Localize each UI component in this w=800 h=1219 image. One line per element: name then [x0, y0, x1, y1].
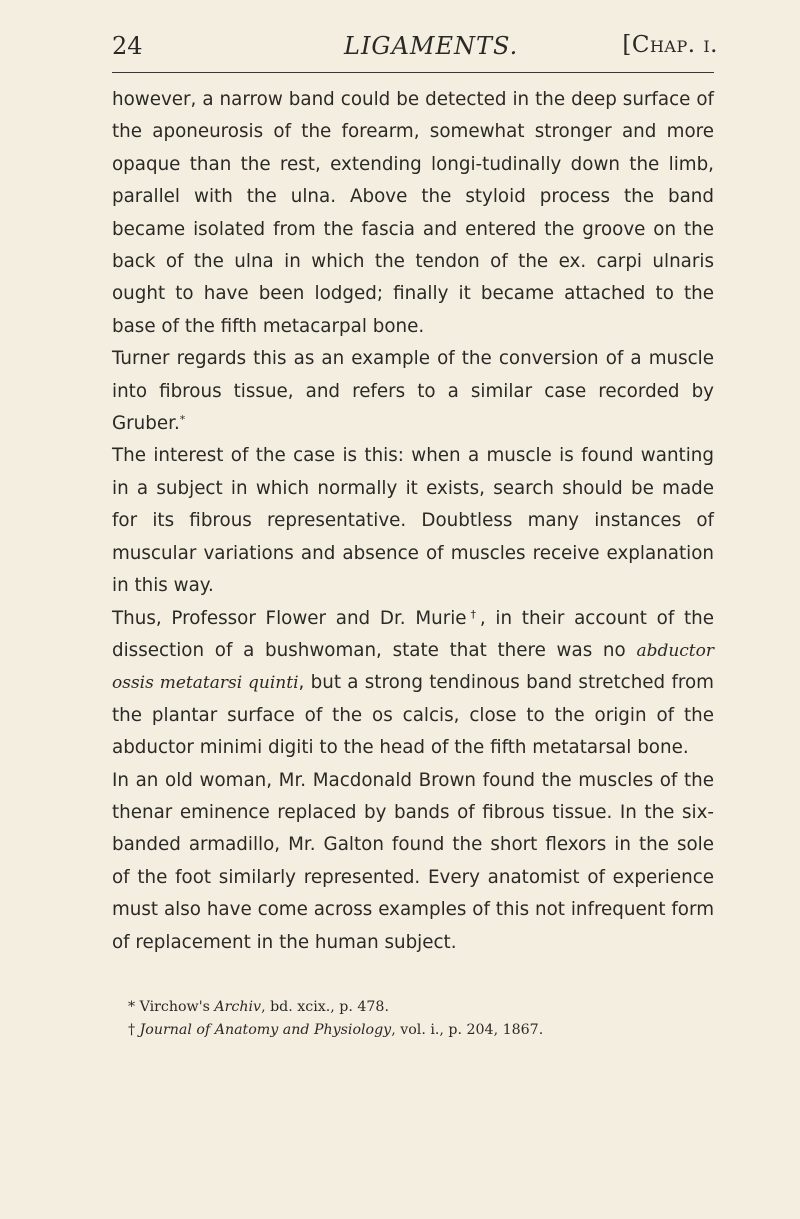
footnote-ref-1: *: [179, 413, 186, 427]
paragraph-4: [112, 603, 714, 765]
paragraph-4-text-c: , but a strong tendinous band stretched from the plantar surface of the os calcis, close to the origin of the abductor minimi digiti to the head of the fifth metatarsal bone.: [112, 672, 714, 759]
footnote-2-italic: Journal of Anatomy and Physiology: [139, 1022, 392, 1038]
footnote-1-italic: Archiv: [214, 999, 262, 1015]
paragraph-2-text: Turner regards this as an example of the conversion of a muscle into fibrous tissue, and refers to a similar case recorded by Gruber.: [112, 348, 714, 435]
footnote-ref-2: †: [466, 607, 480, 621]
paragraph-1: [112, 84, 714, 343]
chapter-reference: [Chap. i.: [622, 32, 718, 58]
footnote-2-text-b: , vol. i., p. 204, 1867.: [391, 1022, 544, 1038]
footnotes: [128, 996, 718, 1042]
running-title: LIGAMENTS.: [344, 32, 519, 60]
paragraph-4-italic: abductor ossis metatarsi quinti: [112, 640, 714, 694]
paragraph-4-text-b: , in their account of the dissection of a bushwoman, state that there was no: [112, 607, 714, 661]
paragraph-3: [112, 440, 714, 602]
paragraph-2: [112, 343, 714, 440]
page-number: 24: [112, 32, 143, 60]
page-header: [112, 32, 718, 72]
paragraph-3-text: The interest of the case is this: when a muscle is found wanting in a subject in which normally it exists, search should be made for its fibrous representative. Doubtless many instances of muscular variations and absence of muscles receive explanation in this way.: [112, 445, 714, 597]
footnote-1: [128, 996, 718, 1019]
paragraph-5-text: In an old woman, Mr. Macdonald Brown found the muscles of the thenar eminence replaced by bands of fibrous tissue. In the six-banded armadillo, Mr. Galton found the short flexors in the sole of the foot similarly represented. Every anatomist of experience must also have come across examples of this not infrequent form of replacement in the human subject.: [112, 769, 714, 953]
footnote-1-mark: *: [128, 999, 136, 1015]
paragraph-1-text: however, a narrow band could be detected in the deep surface of the aponeurosis of the forearm, somewhat stronger and more opaque than the rest, extending longi-tudinally down the limb, parallel with the ulna. Above the styloid process the band became isolated from the fascia and entered the groove on the back of the ulna in which the tendon of the ex. carpi ulnaris ought to have been lodged; finally it became attached to the base of the fifth metacarpal bone.: [112, 89, 714, 337]
paragraph-5: [112, 765, 714, 959]
footnote-1-text-b: , bd. xcix., p. 478.: [261, 999, 389, 1015]
footnote-2: [128, 1019, 718, 1042]
footnote-2-mark: †: [128, 1022, 136, 1038]
header-rule: [112, 72, 714, 73]
paragraph-4-text-a: Thus, Professor Flower and Dr. Murie: [112, 607, 467, 629]
footnote-1-text-a: Virchow's: [139, 999, 215, 1015]
body-text: [112, 84, 714, 959]
